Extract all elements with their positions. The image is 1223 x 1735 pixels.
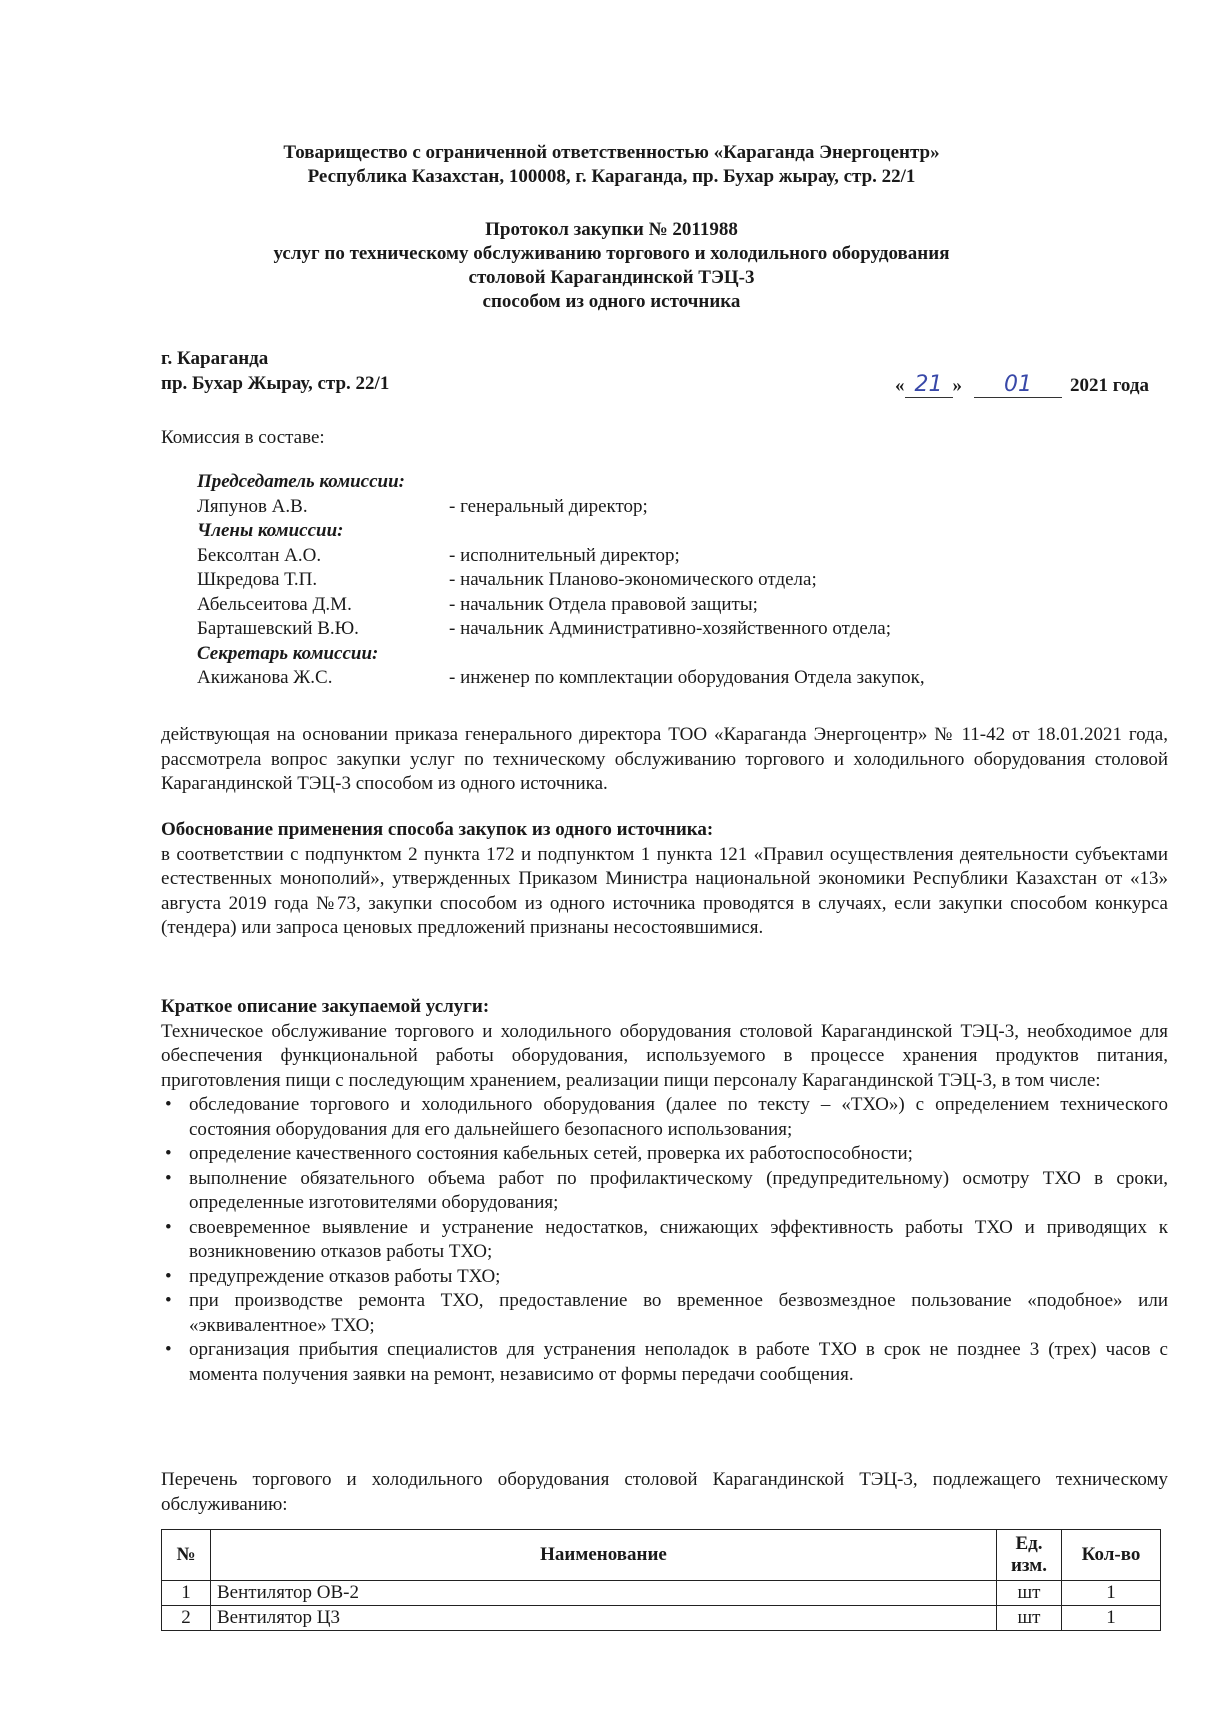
list-item: • организация прибытия специалистов для устранения неполадок в работе ТХО в срок не позднее 3 (трех) часов с момента получения заявки на ремонт, независимо от формы передачи сообщения. <box>161 1338 1168 1387</box>
cell-name: Вентилятор ОВ-2 <box>211 1581 997 1606</box>
protocol-subject-2: столовой Карагандинской ТЭЦ-3 <box>468 267 755 288</box>
member-row <box>197 617 925 642</box>
table-header-row <box>162 1530 1161 1581</box>
cell-unit: шт <box>997 1606 1062 1631</box>
org-address: Республика Казахстан, 100008, г. Караганда, пр. Бухар жырау, стр. 22/1 <box>307 166 916 187</box>
place-block <box>161 346 389 396</box>
document-date <box>895 372 1149 398</box>
table-row <box>162 1581 1161 1606</box>
commission-basis-paragraph: действующая на основании приказа генерального директора ТОО «Караганда Энергоцентр» № 11-42 от 18.01.2021 года, рассмотрела вопрос закупки услуг по техническому обслуживанию торгового и холодильного оборудования столовой Карагандинской ТЭЦ-3 способом из одного источника. <box>161 724 1168 794</box>
col-header-num: № <box>162 1530 211 1581</box>
protocol-number: Протокол закупки № 2011988 <box>485 219 738 240</box>
commission-intro: Комиссия в составе: <box>161 427 325 448</box>
description-text: Техническое обслуживание торгового и холодильного оборудования столовой Карагандинской ТЭЦ-3, необходимое для обеспечения функциональной работы оборудования, используемого в процессе хранения продуктов питания, приготовления пищи с последующим хранением, реализации пищи персоналу Карагандинской ТЭЦ-3, в том числе: <box>161 1020 1168 1091</box>
justification-text: в соответствии с подпунктом 2 пункта 172 и подпунктом 1 пункта 121 «Правил осуществления деятельности субъектами естественных монополий», утвержденных Приказом Министра национальной экономики Республики Казахстан от «13» августа 2019 года №73, закупки способом из одного источника проводятся в случаях, если закупки способом конкурса (тендера) или запроса ценовых предложений признаны несостоявшимися. <box>161 843 1168 938</box>
member-name: Бексолтан А.О. <box>197 544 322 566</box>
commission-members <box>197 470 925 691</box>
member-position: - инженер по комплектации оборудования Отдела закупок, <box>449 667 925 688</box>
member-name: Ляпунов А.В. <box>197 495 308 517</box>
cell-qty: 1 <box>1062 1606 1161 1631</box>
member-position: - начальник Отдела правовой защиты; <box>449 593 758 615</box>
col-header-qty: Кол-во <box>1062 1530 1161 1581</box>
member-position: - начальник Планово-экономического отдела; <box>449 569 817 590</box>
member-name: Барташевский В.Ю. <box>197 618 359 639</box>
list-item: • предупреждение отказов работы ТХО; <box>161 1265 1168 1290</box>
member-position: - начальник Административно-хозяйственного отдела; <box>449 618 892 639</box>
protocol-subject: услуг по техническому обслуживанию торгового и холодильного оборудования <box>273 243 950 264</box>
address: пр. Бухар Жырау, стр. 22/1 <box>161 373 390 394</box>
date-open-quote: « <box>895 375 905 396</box>
service-list <box>161 1093 1168 1387</box>
member-position: - генеральный директор; <box>449 495 648 517</box>
chair-label: Председатель комиссии: <box>197 471 405 492</box>
list-item: • при производстве ремонта ТХО, предоставление во временное безвозмездное пользование «подобное» или «эквивалентное» ТХО; <box>161 1289 1168 1338</box>
equipment-table <box>161 1529 1161 1631</box>
protocol-method: способом из одного источника <box>482 291 741 312</box>
list-item: • выполнение обязательного объема работ по профилактическому (предупредительному) осмотру ТХО в сроки, определенные изготовителями оборудования; <box>161 1167 1168 1216</box>
cell-qty: 1 <box>1062 1581 1161 1606</box>
member-row <box>197 593 925 618</box>
list-item: • определение качественного состояния кабельных сетей, проверка их работоспособности; <box>161 1142 1168 1167</box>
member-position: - исполнительный директор; <box>449 544 680 566</box>
member-name: Акижанова Ж.С. <box>197 667 333 688</box>
date-year: 2021 года <box>1070 375 1149 396</box>
justification-heading: Обоснование применения способа закупок из одного источника: <box>161 819 714 840</box>
table-row <box>162 1606 1161 1631</box>
member-name: Шкредова Т.П. <box>197 569 318 590</box>
list-item: • своевременное выявление и устранение недостатков, снижающих эффективность работы ТХО и приводящих к возникновению отказов работы ТХО; <box>161 1216 1168 1265</box>
list-item: • обследование торгового и холодильного оборудования (далее по тексту – «ТХО») с определением технического состояния оборудования для его дальнейшего безопасного использования; <box>161 1093 1168 1142</box>
description-heading: Краткое описание закупаемой услуги: <box>161 996 490 1017</box>
secretary-label: Секретарь комиссии: <box>197 642 379 664</box>
description-section <box>161 995 1168 1387</box>
cell-unit: шт <box>997 1581 1062 1606</box>
justification-section <box>161 818 1168 941</box>
cell-name: Вентилятор Ц3 <box>211 1606 997 1631</box>
col-header-name: Наименование <box>211 1530 997 1581</box>
equipment-list-intro: Перечень торгового и холодильного оборудования столовой Карагандинской ТЭЦ-3, подлежащего техническому обслуживанию: <box>161 1469 1168 1515</box>
member-row <box>197 568 925 593</box>
city: г. Караганда <box>161 348 269 369</box>
members-label: Члены комиссии: <box>197 520 344 541</box>
date-month: 01 <box>974 372 1062 398</box>
col-header-unit: Ед. изм. <box>997 1530 1062 1581</box>
org-name: Товарищество с ограниченной ответственностью «Караганда Энергоцентр» <box>283 142 940 163</box>
organization-header <box>0 141 1223 189</box>
chair-row <box>197 495 925 520</box>
protocol-title <box>0 218 1223 314</box>
secretary-row <box>197 666 925 691</box>
date-close-quote: » <box>952 375 962 396</box>
cell-num: 2 <box>162 1606 211 1631</box>
date-day: 21 <box>905 372 953 398</box>
member-row <box>197 544 925 569</box>
cell-num: 1 <box>162 1581 211 1606</box>
member-name: Абельсеитова Д.М. <box>197 593 352 615</box>
